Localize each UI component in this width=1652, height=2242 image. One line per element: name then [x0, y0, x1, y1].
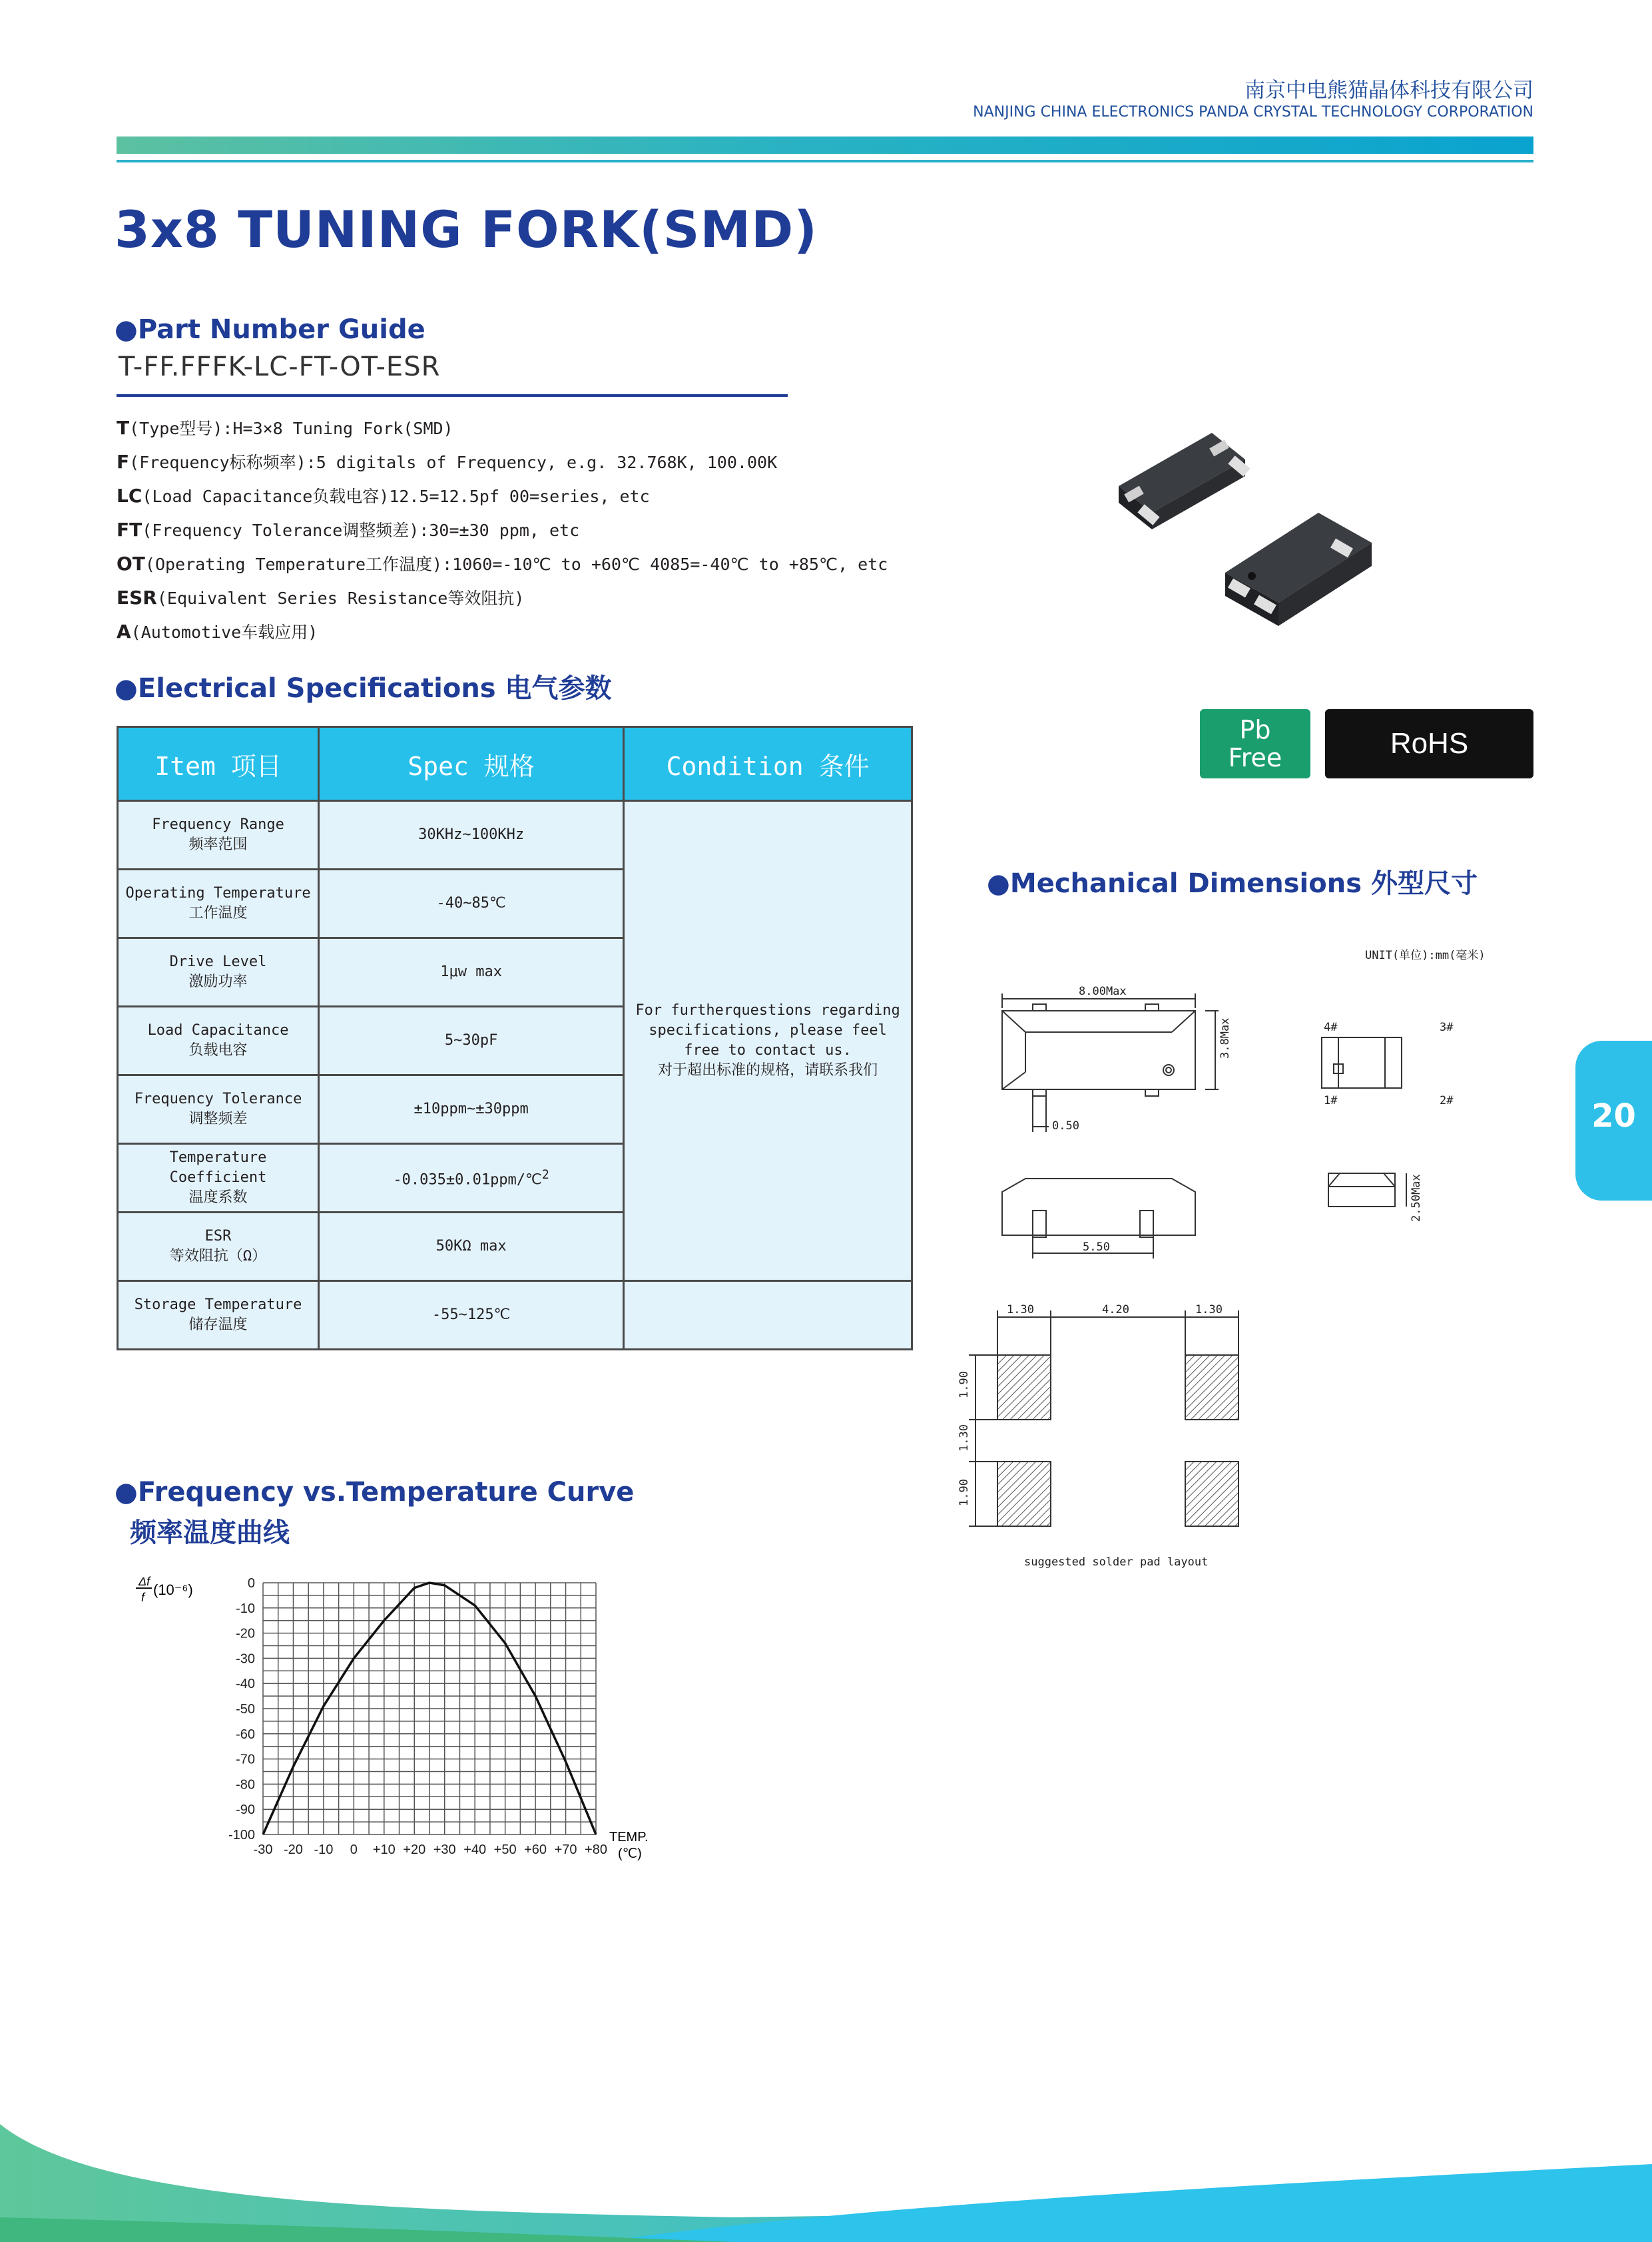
pad-vgap: 1.30	[958, 1424, 971, 1452]
pin-label: 3#	[1440, 1021, 1454, 1034]
curve-heading-cn: 频率温度曲线	[130, 1518, 290, 1548]
guide-item: OT(Operating Temperature工作温度):1060=-10℃ to +60℃ 4085=-40℃ to +85℃, etc	[117, 553, 888, 575]
pb-free-line2: Free	[1228, 743, 1282, 772]
dim-pitch: 5.50	[1083, 1241, 1110, 1254]
table-row	[118, 801, 912, 870]
col-header-item: Item 项目	[118, 727, 319, 801]
pad-height-2: 1.90	[958, 1479, 971, 1506]
item-cell: Drive Level 激励功率	[118, 938, 319, 1007]
unit-note: UNIT(单位):mm(毫米)	[1365, 949, 1486, 962]
curve-heading-en: ●Frequency vs.Temperature Curve	[115, 1477, 635, 1508]
spec-cell: 1μw max	[319, 938, 624, 1007]
y-tick-label: -50	[236, 1702, 255, 1717]
pin-label: 4#	[1324, 1021, 1338, 1034]
part-number-underline	[117, 394, 788, 397]
x-tick-label: +70	[554, 1842, 577, 1857]
pin-label: 1#	[1324, 1094, 1338, 1107]
guide-item: LC(Load Capacitance负载电容)12.5=12.5pf 00=series, etc	[117, 485, 650, 507]
spec-cell: -55~125℃	[319, 1281, 624, 1350]
x-tick-label: +30	[433, 1842, 456, 1857]
y-tick-label: -100	[228, 1828, 255, 1842]
pad-gap: 4.20	[1102, 1303, 1129, 1316]
spec-cell: -0.035±0.01ppm/℃$^2$	[319, 1144, 624, 1213]
company-name-cn: 南京中电熊猫晶体科技有限公司	[1244, 79, 1533, 103]
x-tick-label: +60	[524, 1842, 547, 1857]
header-bar	[117, 137, 1533, 154]
electrical-spec-table	[117, 726, 913, 1350]
pad-width-1: 1.30	[1007, 1303, 1034, 1316]
x-tick-label: +40	[463, 1842, 487, 1857]
item-cell: Temperature Coefficient 温度系数	[118, 1144, 319, 1213]
mechanical-dimensions-heading: ●Mechanical Dimensions 外型尺寸	[987, 868, 1478, 899]
part-number-guide-heading: ●Part Number Guide	[115, 314, 425, 345]
x-tick-label: -30	[253, 1842, 273, 1857]
crystal-package-2	[1225, 513, 1372, 626]
rohs-badge: RoHS Compliant	[1325, 709, 1533, 778]
dim-lead: 0.50	[1052, 1119, 1079, 1133]
pin-view-body	[1322, 1037, 1402, 1088]
pin-label: 2#	[1440, 1094, 1454, 1107]
dim-thickness: 2.50Max	[1410, 1174, 1423, 1222]
y-axis-label: (10⁻⁶)	[153, 1581, 193, 1598]
item-cell: ESR 等效阻抗（Ω）	[118, 1213, 319, 1281]
x-tick-label: +20	[403, 1842, 426, 1857]
mechanical-drawing	[946, 979, 1531, 1578]
item-cell: Frequency Tolerance 调整频差	[118, 1075, 319, 1144]
y-tick-label: -90	[236, 1803, 255, 1818]
item-cell: Storage Temperature 储存温度	[118, 1281, 319, 1350]
x-tick-label: +80	[585, 1842, 607, 1857]
y-tick-label: -40	[236, 1677, 255, 1692]
spec-cell: 50KΩ max	[319, 1213, 624, 1281]
y-tick-label: -60	[236, 1727, 255, 1742]
crystal-package-1	[1119, 433, 1250, 529]
page-number: 20	[1591, 1097, 1636, 1135]
part-number-code: T-FF.FFFK-LC-FT-OT-ESR	[119, 352, 441, 382]
item-cell: Frequency Range 频率范围	[118, 801, 319, 870]
condition-cell-empty	[624, 1281, 912, 1350]
x-axis-unit: (℃)	[618, 1846, 642, 1861]
footer-wave	[0, 2124, 1652, 2242]
spec-cell: 30KHz~100KHz	[319, 801, 624, 870]
page-title: 3x8 TUNING FORK(SMD)	[115, 200, 818, 259]
table-header-row	[118, 727, 912, 801]
item-cell: Operating Temperature 工作温度	[118, 870, 319, 938]
top-view-body	[1002, 1011, 1195, 1089]
x-axis-label: TEMP.	[609, 1830, 649, 1844]
item-cell: Load Capacitance 负载电容	[118, 1007, 319, 1075]
electrical-spec-heading: ●Electrical Specifications 电气参数	[115, 673, 612, 704]
solder-pad	[997, 1462, 1051, 1526]
pad-caption: suggested solder pad layout	[1024, 1555, 1209, 1569]
guide-item: ESR(Equivalent Series Resistance等效阻抗)	[117, 587, 525, 609]
col-header-spec: Spec 规格	[319, 727, 624, 801]
x-tick-label: -20	[284, 1842, 303, 1857]
y-tick-label: -20	[236, 1626, 255, 1641]
y-tick-label: -80	[236, 1777, 255, 1793]
spec-cell: 5~30pF	[319, 1007, 624, 1075]
table-row	[118, 1281, 912, 1350]
pb-free-line1: Pb	[1239, 715, 1271, 744]
guide-item: A(Automotive车载应用)	[117, 621, 318, 643]
dim-height: 3.8Max	[1219, 1017, 1232, 1059]
end-view-body	[1328, 1173, 1395, 1207]
pad-height-1: 1.90	[958, 1371, 971, 1398]
freq-temp-chart	[120, 1568, 692, 1874]
x-tick-label: +10	[372, 1842, 396, 1857]
y-label-frac-bottom: f	[141, 1591, 145, 1604]
col-header-condition: Condition 条件	[624, 727, 912, 801]
solder-pad	[1185, 1355, 1239, 1420]
pb-free-badge	[1200, 709, 1310, 778]
dim-length: 8.00Max	[1079, 985, 1127, 998]
solder-pad	[1185, 1462, 1239, 1526]
pad-width-2: 1.30	[1195, 1303, 1223, 1316]
x-tick-label: -10	[314, 1842, 334, 1857]
spec-cell: ±10ppm~±30ppm	[319, 1075, 624, 1144]
y-tick-label: -30	[236, 1651, 255, 1667]
condition-cell: For furtherquestions regarding specifications, please feel free to contact us. 对于超出标准的规格，请联系我们	[624, 801, 912, 1281]
guide-item: FT(Frequency Tolerance调整频差):30=±30 ppm, etc	[117, 519, 580, 541]
side-view-body	[1002, 1179, 1195, 1235]
solder-pad	[997, 1355, 1051, 1420]
part-number-guide-list	[117, 412, 888, 649]
product-photo	[1105, 413, 1398, 653]
spec-cell: -40~85℃	[319, 870, 624, 938]
company-name-en: NANJING CHINA ELECTRONICS PANDA CRYSTAL TECHNOLOGY CORPORATION	[973, 104, 1533, 121]
y-tick-label: -70	[236, 1752, 255, 1767]
y-tick-label: -10	[236, 1601, 255, 1616]
y-tick-label: 0	[247, 1576, 255, 1591]
header-line	[117, 160, 1533, 162]
guide-item: T(Type型号):H=3×8 Tuning Fork(SMD)	[117, 417, 453, 439]
guide-item: F(Frequency标称频率):5 digitals of Frequency, e.g. 32.768K, 100.00K	[117, 451, 778, 473]
x-tick-label: +50	[493, 1842, 517, 1857]
y-label-frac-top: Δf	[138, 1575, 150, 1588]
x-tick-label: 0	[350, 1842, 358, 1857]
